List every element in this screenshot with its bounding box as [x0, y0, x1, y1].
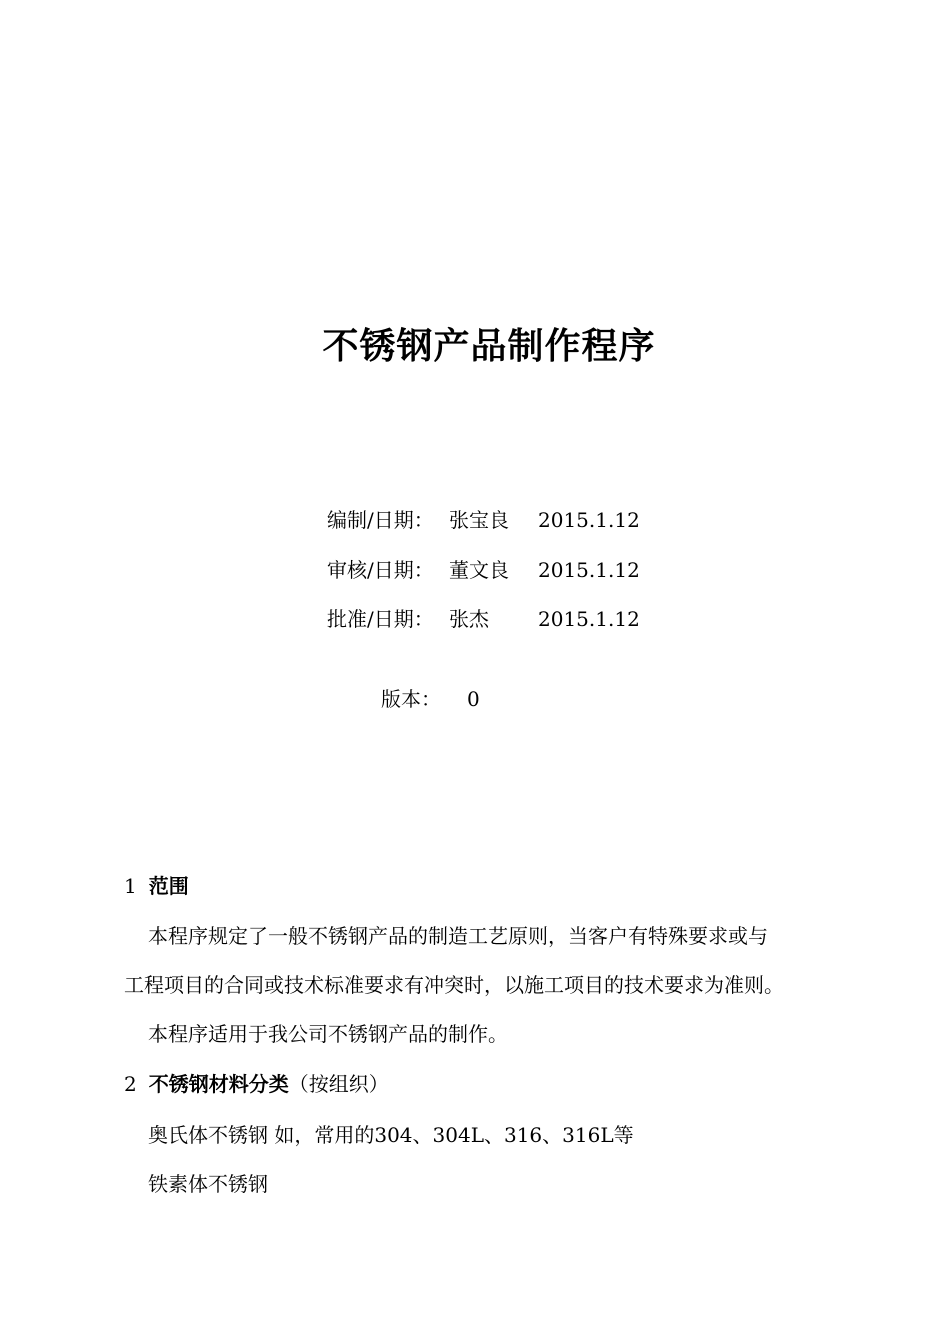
version-label: 版本：	[381, 687, 441, 711]
section-1-paragraph-2: 本程序适用于我公司不锈钢产品的制作。	[148, 1022, 508, 1046]
section-title: 不锈钢材料分类	[148, 1072, 289, 1096]
signature-row-approved	[327, 604, 640, 634]
section-2-item-ferritic: 铁素体不锈钢	[148, 1172, 268, 1196]
signature-date: 2015.1.12	[538, 558, 640, 582]
signature-row-prepared	[327, 505, 640, 535]
signature-name: 张宝良	[449, 508, 509, 532]
signature-label: 审核/日期：	[327, 558, 434, 582]
signature-label: 批准/日期：	[327, 607, 434, 631]
section-title-note: （按组织）	[288, 1072, 389, 1096]
version-value: 0	[467, 687, 480, 711]
section-1-heading	[124, 871, 189, 901]
signature-date: 2015.1.12	[538, 508, 640, 532]
signature-date: 2015.1.12	[538, 607, 640, 631]
section-2-item-austenitic: 奥氏体不锈钢 如，常用的304、304L、316、316L等	[148, 1123, 634, 1147]
section-number: 2	[124, 1072, 137, 1096]
signature-name: 张杰	[449, 607, 489, 631]
section-title: 范围	[148, 874, 189, 898]
signature-label: 编制/日期：	[327, 508, 434, 532]
document-title: 不锈钢产品制作程序	[322, 326, 656, 367]
section-2-heading	[124, 1069, 389, 1099]
section-number: 1	[124, 874, 137, 898]
signature-row-reviewed	[327, 555, 640, 585]
section-1-paragraph-line-2: 工程项目的合同或技术标准要求有冲突时，以施工项目的技术要求为准则。	[124, 973, 784, 997]
signature-name: 董文良	[449, 558, 509, 582]
section-1-paragraph-line-1: 本程序规定了一般不锈钢产品的制造工艺原则，当客户有特殊要求或与	[148, 924, 768, 948]
version-line	[381, 684, 480, 714]
